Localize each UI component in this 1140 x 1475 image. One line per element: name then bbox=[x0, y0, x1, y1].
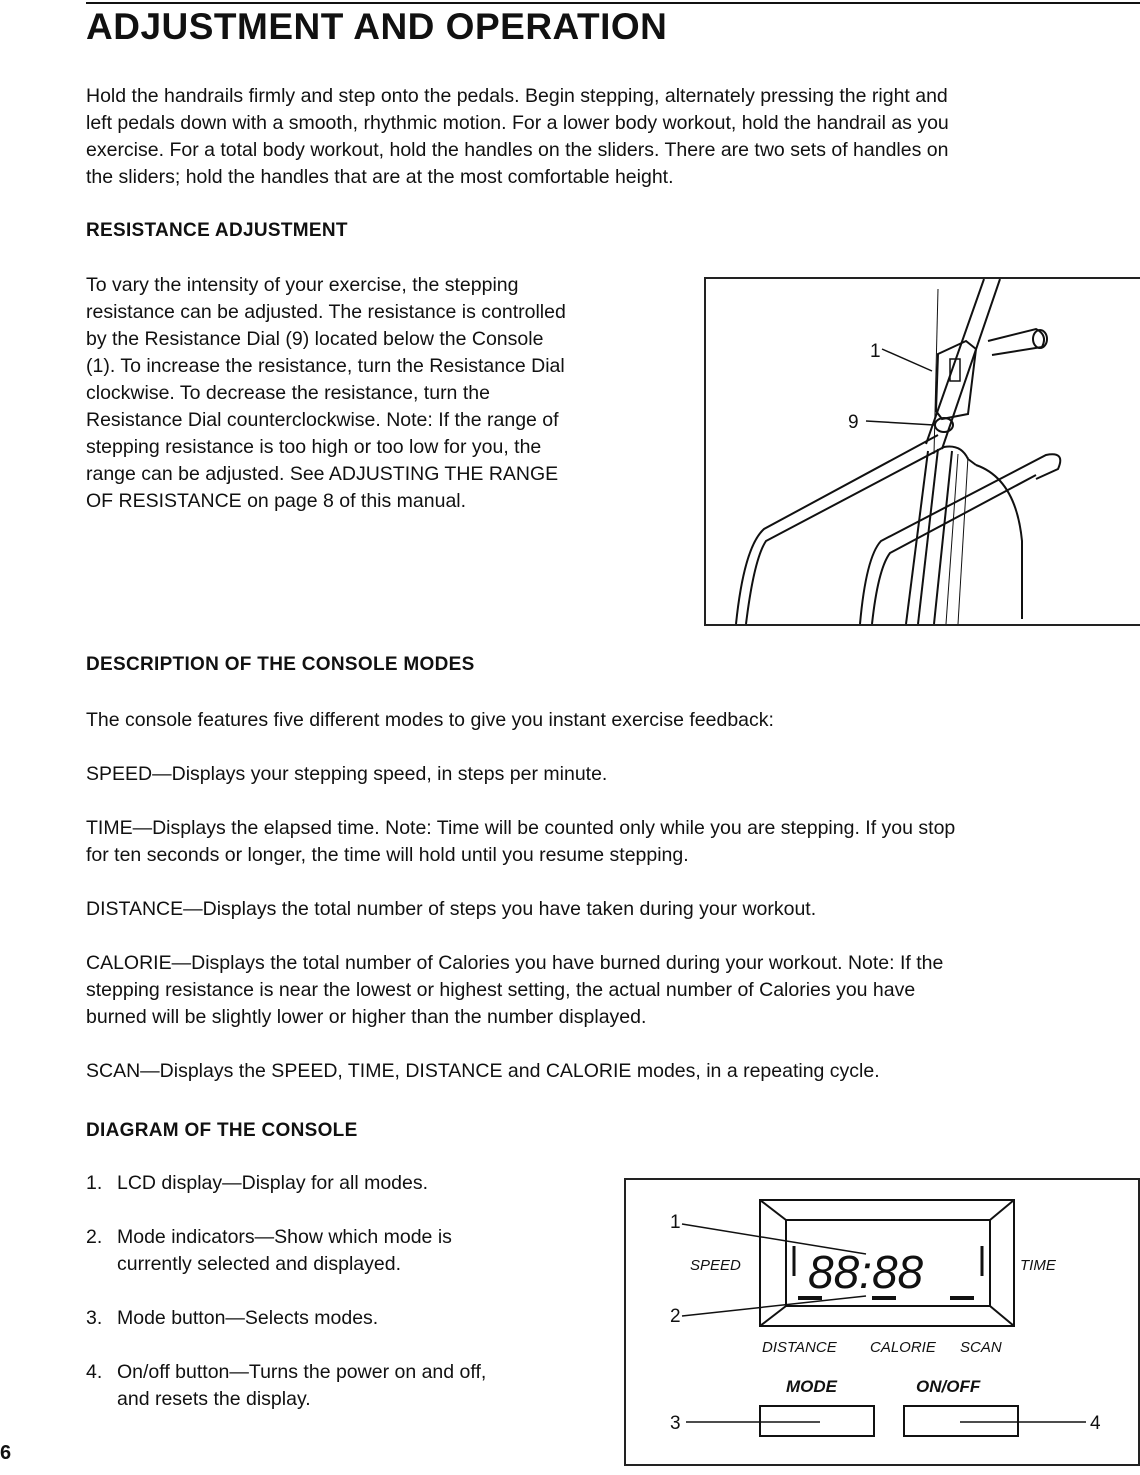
column-edge bbox=[958, 457, 968, 624]
list-item-text: currently selected and displayed. bbox=[117, 1253, 401, 1275]
resistance-line: clockwise. To decrease the resistance, turn the bbox=[86, 382, 490, 404]
column-edge bbox=[946, 454, 958, 624]
bezel-corner bbox=[760, 1306, 786, 1326]
mode-button[interactable] bbox=[760, 1406, 874, 1436]
bezel-corner bbox=[990, 1200, 1014, 1220]
console-callout-2: 2 bbox=[670, 1306, 681, 1327]
handrail-right bbox=[860, 454, 1060, 624]
resistance-line: (1). To increase the resistance, turn the Resistance Dial bbox=[86, 355, 565, 377]
resistance-line: resistance can be adjusted. The resistance is controlled bbox=[86, 301, 566, 323]
intro-line: exercise. For a total body workout, hold the handles on the sliders. There are two sets of handles on bbox=[86, 139, 949, 161]
list-item bbox=[86, 1359, 486, 1413]
list-item-number: 1. bbox=[86, 1172, 103, 1194]
intro-line: the sliders; hold the handles that are at the most comfortable height. bbox=[86, 166, 674, 188]
mode-calorie-line: stepping resistance is near the lowest or highest setting, the actual number of Calories you have bbox=[86, 979, 916, 1001]
top-rule bbox=[86, 2, 1140, 4]
resistance-line: OF RESISTANCE on page 8 of this manual. bbox=[86, 490, 467, 512]
list-item-text: On/off button—Turns the power on and off, bbox=[117, 1361, 487, 1383]
bezel-corner bbox=[990, 1306, 1014, 1326]
callout-1-label: 1 bbox=[870, 341, 881, 362]
modes-intro: The console features five different modes to give you instant exercise feedback: bbox=[86, 709, 774, 731]
list-item-number: 3. bbox=[86, 1307, 103, 1329]
distance-label: DISTANCE bbox=[762, 1339, 837, 1356]
onoff-button-label: ON/OFF bbox=[916, 1377, 981, 1396]
stepper-illustration bbox=[704, 277, 1140, 626]
intro-line: Hold the handrails firmly and step onto the pedals. Begin stepping, alternately pressing the right and bbox=[86, 85, 948, 107]
resistance-line: stepping resistance is too high or too low for you, the bbox=[86, 436, 542, 458]
bezel-corner bbox=[760, 1200, 786, 1220]
calorie-label: CALORIE bbox=[870, 1339, 936, 1356]
diagram-heading: DIAGRAM OF THE CONSOLE bbox=[86, 1120, 358, 1141]
handrail-left-outer bbox=[736, 435, 938, 624]
resistance-line: To vary the intensity of your exercise, the stepping bbox=[86, 274, 519, 296]
page-title: ADJUSTMENT AND OPERATION bbox=[86, 6, 668, 47]
modes-heading: DESCRIPTION OF THE CONSOLE MODES bbox=[86, 654, 475, 675]
mode-time-line: TIME—Displays the elapsed time. Note: Time will be counted only while you are stepping. If you stop bbox=[86, 817, 956, 839]
list-item bbox=[86, 1170, 486, 1197]
mode-calorie-line: burned will be slightly lower or higher than the number displayed. bbox=[86, 1006, 647, 1028]
list-item-number: 4. bbox=[86, 1361, 103, 1383]
callout-9-label: 9 bbox=[848, 412, 859, 433]
console-parts-list bbox=[86, 1170, 486, 1413]
mode-time-line: for ten seconds or longer, the time will hold until you resume stepping. bbox=[86, 844, 689, 866]
speed-label: SPEED bbox=[690, 1257, 741, 1274]
resistance-line: by the Resistance Dial (9) located below the Console bbox=[86, 328, 544, 350]
list-item-text: Mode button—Selects modes. bbox=[117, 1307, 379, 1329]
intro-paragraph bbox=[86, 83, 1116, 191]
resistance-heading: RESISTANCE ADJUSTMENT bbox=[86, 220, 348, 241]
list-item-number: 2. bbox=[86, 1226, 103, 1248]
mode-speed-description: SPEED—Displays your stepping speed, in steps per minute. bbox=[86, 763, 608, 785]
mode-calorie-line: CALORIE—Displays the total number of Calories you have burned during your workout. Note: If the bbox=[86, 952, 944, 974]
handrail-left bbox=[746, 447, 976, 625]
console-callout-4: 4 bbox=[1090, 1413, 1101, 1434]
list-item-text: LCD display—Display for all modes. bbox=[117, 1172, 429, 1194]
console-callout-1: 1 bbox=[670, 1212, 681, 1233]
list-item-text: and resets the display. bbox=[117, 1388, 311, 1410]
onoff-button[interactable] bbox=[904, 1406, 1018, 1436]
intro-line: left pedals down with a smooth, rhythmic motion. For a lower body workout, hold the handrail as you bbox=[86, 112, 949, 134]
console-callout-3: 3 bbox=[670, 1413, 681, 1434]
mode-button-label: MODE bbox=[786, 1377, 837, 1396]
scan-label: SCAN bbox=[960, 1339, 1002, 1356]
console-diagram bbox=[624, 1178, 1140, 1466]
mode-scan-description: SCAN—Displays the SPEED, TIME, DISTANCE and CALORIE modes, in a repeating cycle. bbox=[86, 1060, 880, 1082]
stepper-drawing bbox=[706, 279, 1140, 624]
list-item bbox=[86, 1224, 486, 1278]
time-label: TIME bbox=[1020, 1257, 1056, 1274]
list-item bbox=[86, 1305, 486, 1332]
resistance-line: Resistance Dial counterclockwise. Note: If the range of bbox=[86, 409, 559, 431]
console-drawing bbox=[626, 1180, 1138, 1464]
page-number: 6 bbox=[0, 1442, 12, 1464]
resistance-line: range can be adjusted. See ADJUSTING THE RANGE bbox=[86, 463, 559, 485]
column-edge bbox=[934, 451, 952, 624]
lcd-digits: 88:88 bbox=[808, 1246, 924, 1298]
callout-leader-9 bbox=[866, 421, 934, 425]
resistance-paragraph bbox=[86, 272, 676, 515]
mode-distance-description: DISTANCE—Displays the total number of steps you have taken during your workout. bbox=[86, 898, 817, 920]
mode-calorie-description bbox=[86, 950, 943, 1031]
list-item-text: Mode indicators—Show which mode is bbox=[117, 1226, 452, 1248]
mode-time-description bbox=[86, 815, 955, 869]
callout-leader-1 bbox=[882, 349, 932, 371]
